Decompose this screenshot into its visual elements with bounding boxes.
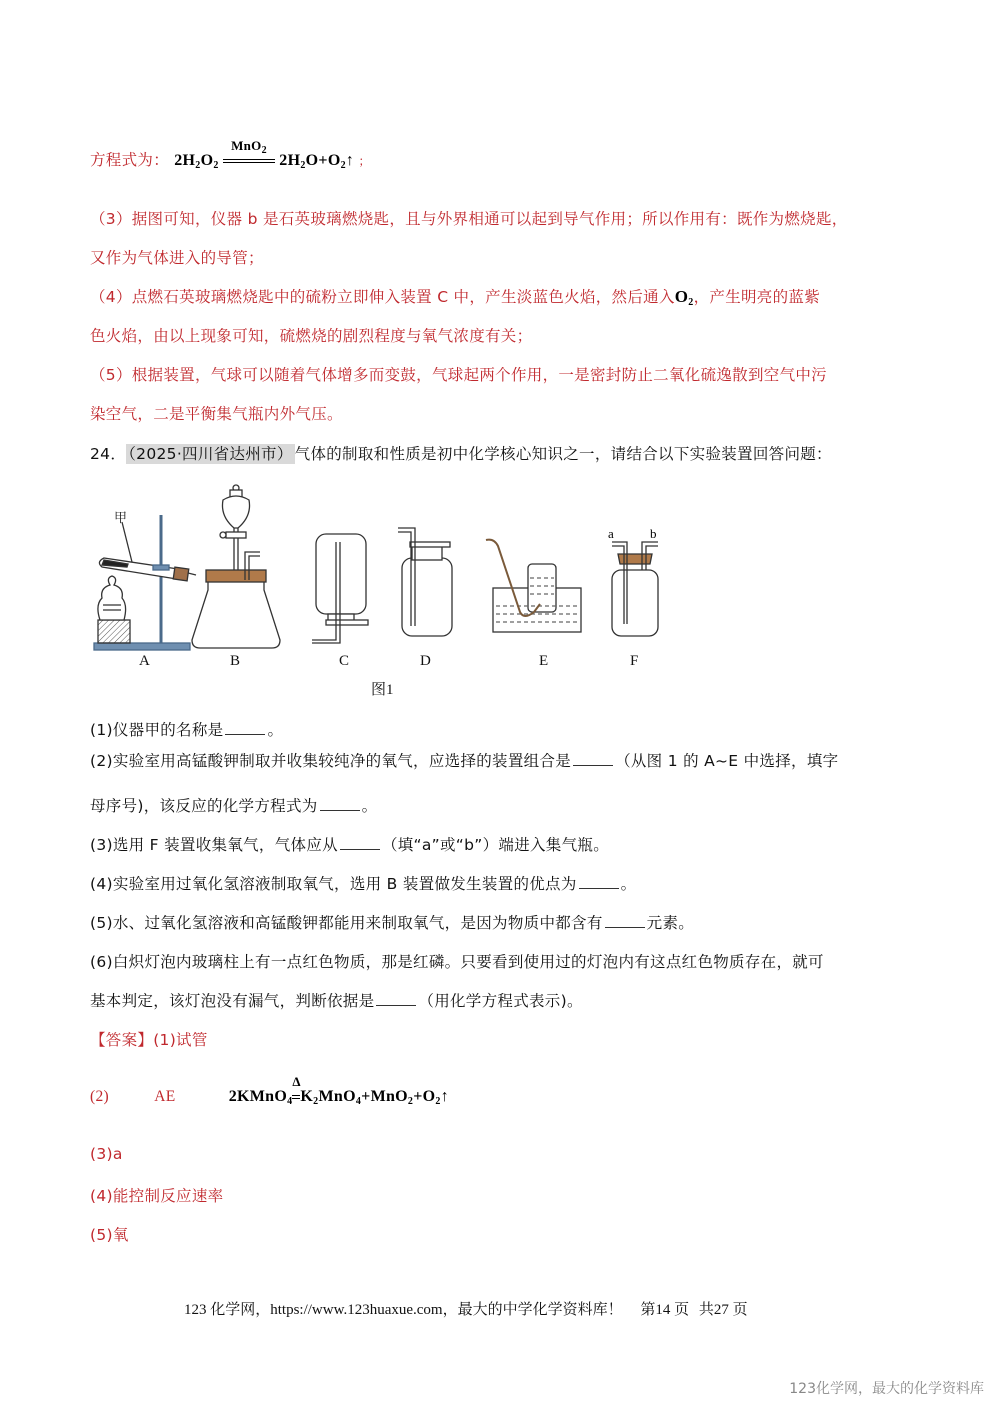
sub-question-3: (3)选用 F 装置收集氧气，气体应从 （填“a”或“b”）端进入集气瓶。 <box>90 836 609 854</box>
answer-1: 【答案】(1)试管 <box>90 1031 208 1049</box>
figure-caption: 图1 <box>371 682 394 698</box>
label-e: E <box>539 653 549 669</box>
h2o2-equation: $2H_2O_2$ MnO$_2$ $2H_2O+O_2↑$ <box>174 138 355 171</box>
eq-end: ； <box>358 154 371 168</box>
label-c: C <box>339 653 350 669</box>
para-4-line-2: 色火焰，由以上现象可知，硫燃烧的剧烈程度与氧气浓度有关； <box>90 327 533 345</box>
equation-line <box>90 138 371 171</box>
apparatus-d <box>398 528 452 636</box>
answer-blank[interactable] <box>573 764 613 766</box>
apparatus-e <box>486 540 581 632</box>
footer-text: 123 化学网，https://www.123huaxue.com，最大的中学化学资料库！ <box>184 1302 623 1318</box>
answer-blank[interactable] <box>225 733 265 735</box>
para-5-line-1: （5）根据装置，气球可以随着气体增多而变鼓，气球起两个作用，一是密封防止二氧化硫逸散到空气中污 <box>90 366 827 384</box>
para-3-line-1: （3）据图可知，仪器 b 是石英玻璃燃烧匙，且与外界相通可以起到导气作用；所以作用有：既作为燃烧匙， <box>90 210 848 228</box>
question-stem-text: 气体的制取和性质是初中化学核心知识之一，请结合以下实验装置回答问题： <box>294 445 832 463</box>
equation-prefix: 方程式为： <box>90 151 170 169</box>
para-4-line-1: （4）点燃石英玻璃燃烧匙中的硫粉立即伸入装置 C 中，产生淡蓝色火焰，然后通入$O_2$，产生明亮的蓝紫 <box>90 287 820 308</box>
figure-1-apparatus <box>90 480 680 700</box>
answer-tag: 【答案】 <box>90 1031 154 1049</box>
answer-blank[interactable] <box>605 926 645 928</box>
apparatus-f <box>612 542 658 636</box>
sub-question-6-line-2: 基本判定，该灯泡没有漏气，判断依据是 （用化学方程式表示)。 <box>90 992 583 1010</box>
label-d: D <box>420 653 431 669</box>
port-a-label: a <box>608 526 614 541</box>
sub-question-5: (5)水、过氧化氢溶液和高锰酸钾都能用来制取氧气，是因为物质中都含有 元素。 <box>90 914 695 932</box>
watermark: 123化学网，最大的化学资料库 <box>789 1381 984 1397</box>
answer-blank[interactable] <box>376 1004 416 1006</box>
sub-question-1: (1)仪器甲的名称是 。 <box>90 721 284 739</box>
kmno4-equation: 2KMnO$_4$ Δ $K_2MnO_4+MnO_2+O_2↑$ <box>228 1074 450 1107</box>
port-b-label: b <box>650 526 657 541</box>
label-f: F <box>630 653 639 669</box>
answer-blank[interactable] <box>320 809 360 811</box>
label-b: B <box>230 653 241 669</box>
para-3-line-2: 又作为气体进入的导管； <box>90 249 264 267</box>
para-5-line-2: 染空气，二是平衡集气瓶内外气压。 <box>90 405 343 423</box>
sub-question-2-line-2: 母序号)，该反应的化学方程式为 。 <box>90 797 378 815</box>
answer-3: (3)a <box>90 1145 123 1163</box>
apparatus-c <box>312 534 368 643</box>
answer-2-value: AE <box>154 1088 176 1105</box>
sub-question-2-line-1: (2)实验室用高锰酸钾制取并收集较纯净的氧气，应选择的装置组合是 （从图 1 的 A~E 中选择，填字 <box>90 752 839 770</box>
sub-question-4: (4)实验室用过氧化氢溶液制取氧气，选用 B 装置做发生装置的优点为 。 <box>90 875 637 893</box>
page-number: 第14 页 <box>640 1302 690 1318</box>
answer-blank[interactable] <box>579 887 619 889</box>
question-24-stem <box>90 442 832 464</box>
answer-4: (4)能控制反应速率 <box>90 1187 224 1205</box>
label-jia: 甲 <box>114 511 128 526</box>
answer-5: (5)氧 <box>90 1226 129 1244</box>
question-source-highlight: （2025·四川省达州市） <box>128 445 293 463</box>
answer-blank[interactable] <box>340 848 380 850</box>
page-footer <box>184 1298 748 1319</box>
answer-2: (2) AE 2KMnO$_4$ Δ $K_2MnO_4+MnO_2+O_2↑$ <box>90 1074 450 1107</box>
question-number: 24． <box>90 445 127 463</box>
page-total: 共27 页 <box>698 1302 748 1318</box>
apparatus-a <box>94 515 196 650</box>
sub-question-6-line-1: (6)白炽灯泡内玻璃柱上有一点红色物质，那是红磷。只要看到使用过的灯泡内有这点红色物质存在，就可 <box>90 953 824 971</box>
catalyst-condition: MnO$_2$ <box>223 152 275 170</box>
apparatus-b <box>192 485 280 648</box>
label-a: A <box>139 653 150 669</box>
